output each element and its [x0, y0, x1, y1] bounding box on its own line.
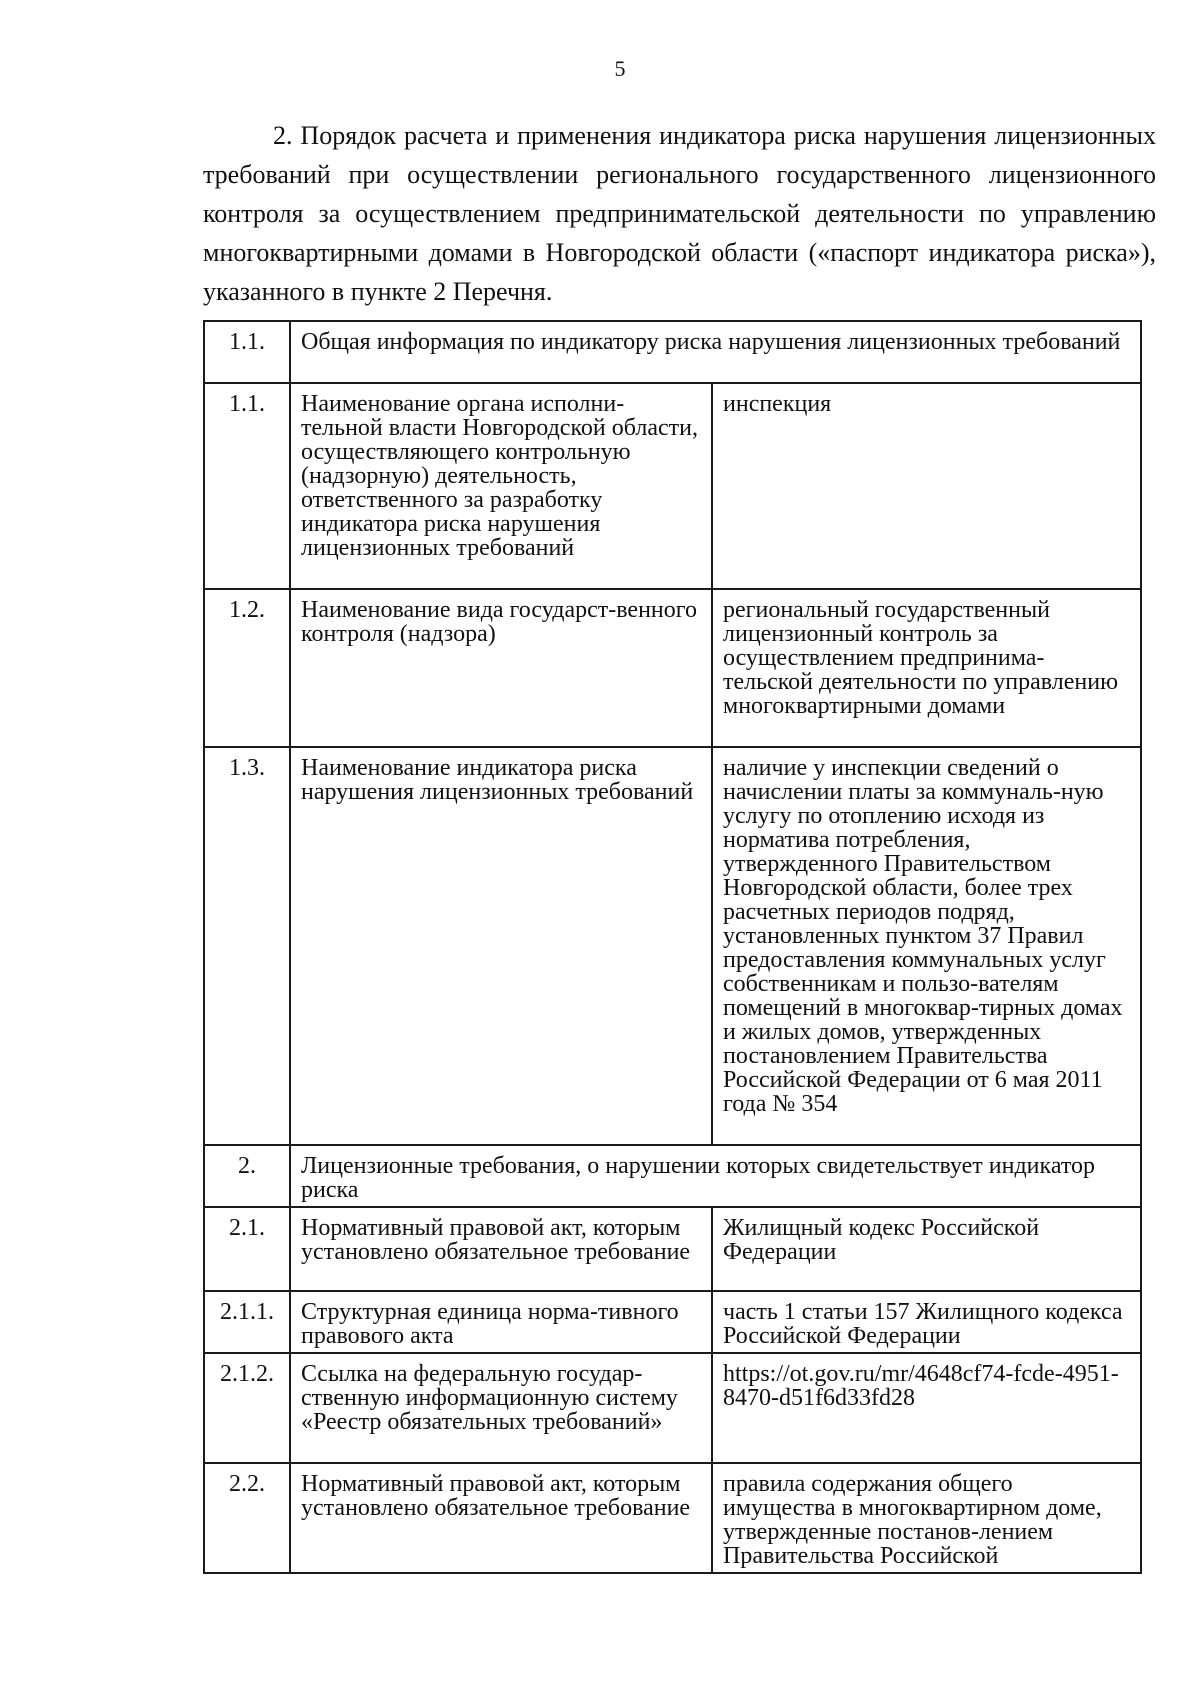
row-number: 1.1. [204, 383, 290, 589]
row-value: региональный государственный лицензионный контроль за осуществлением предпринима-тельской деятельности по управлению многоквартирными домами [712, 589, 1141, 747]
table-row [204, 1291, 1141, 1353]
row-name: Нормативный правовой акт, которым установлено обязательное требование [290, 1207, 712, 1291]
row-value: часть 1 статьи 157 Жилищного кодекса Российской Федерации [712, 1291, 1141, 1353]
row-value: наличие у инспекции сведений о начислении платы за коммуналь-ную услугу по отоплению исходя из норматива потребления, утвержденного Правительством Новгородской области, более трех расчетных периодов подряд, установленных пунктом 37 Правил предоставления коммунальных услуг собственникам и пользо-вателям помещений в многоквар-тирных домах и жилых домов, утвержденных постановлением Правительства Российской Федерации от 6 мая 2011 года № 354 [712, 747, 1141, 1145]
table-row [204, 1207, 1141, 1291]
row-number: 2. [204, 1145, 290, 1207]
row-name: Наименование органа исполни-тельной власти Новгородской области, осуществляющего контрольную (надзорную) деятельность, ответственного за разработку индикатора риска нарушения лицензионных требований [290, 383, 712, 589]
row-value: инспекция [712, 383, 1141, 589]
row-number: 1.3. [204, 747, 290, 1145]
row-number: 1.2. [204, 589, 290, 747]
table-row [204, 589, 1141, 747]
section-heading: Лицензионные требования, о нарушении которых свидетельствует индикатор риска [290, 1145, 1141, 1207]
table-row [204, 747, 1141, 1145]
row-value: Жилищный кодекс Российской Федерации [712, 1207, 1141, 1291]
row-name: Наименование индикатора риска нарушения лицензионных требований [290, 747, 712, 1145]
row-number: 2.1.1. [204, 1291, 290, 1353]
row-name: Наименование вида государст-венного контроля (надзора) [290, 589, 712, 747]
table-row [204, 1353, 1141, 1463]
table-row [204, 1463, 1141, 1573]
row-number: 2.1. [204, 1207, 290, 1291]
row-number: 1.1. [204, 321, 290, 383]
row-name: Ссылка на федеральную государ-ственную информационную систему «Реестр обязательных требований» [290, 1353, 712, 1463]
registry-link[interactable]: https://ot.gov.ru/mr/4648cf74-fcde-4951-8470-d51f6d33fd28 [712, 1353, 1141, 1463]
row-name: Нормативный правовой акт, которым установлено обязательное требование [290, 1463, 712, 1573]
row-number: 2.1.2. [204, 1353, 290, 1463]
page-number: 5 [614, 56, 626, 81]
table-row [204, 383, 1141, 589]
table-row [204, 321, 1141, 383]
intro-paragraph: 2. Порядок расчета и применения индикатора риска нарушения лицензионных требований при осуществлении регионального государственного лицензионного контроля за осуществлением предпринимательской деятельности по управлению многоквартирными домами в Новгородской области («паспорт индикатора риска»), указанного в пункте 2 Перечня. [203, 121, 1156, 306]
risk-indicator-passport-table [203, 320, 1142, 1574]
row-value: правила содержания общего имущества в многоквартирном доме, утвержденные постанов-лением Правительства Российской [712, 1463, 1141, 1573]
row-number: 2.2. [204, 1463, 290, 1573]
section-heading: Общая информация по индикатору риска нарушения лицензионных требований [290, 321, 1141, 383]
table-row [204, 1145, 1141, 1207]
row-name: Структурная единица норма-тивного правового акта [290, 1291, 712, 1353]
